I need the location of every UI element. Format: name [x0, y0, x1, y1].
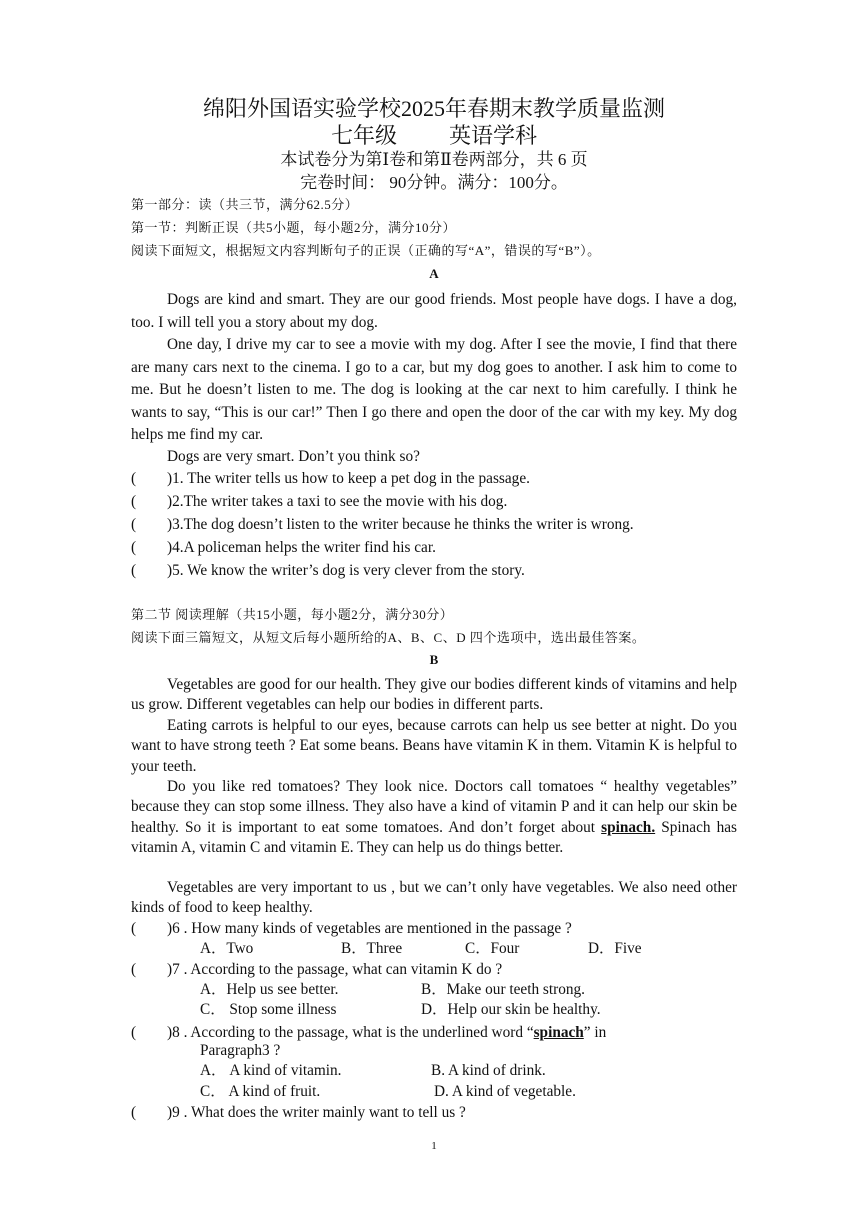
underlined-word: spinach. [601, 818, 656, 836]
option: C． A kind of fruit. [200, 1083, 321, 1100]
tf-question: ( )2.The writer takes a taxi to see the movie with his dog. [131, 493, 508, 510]
option: B．Three [341, 940, 403, 957]
option: D．Help our skin be healthy. [421, 1001, 601, 1018]
mc-question-9: ( )9 . What does the writer mainly want to tell us ? [131, 1104, 466, 1121]
passage-a-para-2: One day, I drive my car to see a movie with my dog. After I see the movie, I find that there are many cars next to the cinema. I go to a car, but my dog goes to another. I ask him to come to me. But he doesn’t listen to me. The dog is looking at the car next to him carefully. I think he wants to say, “This is our car!” Then I go there and open the door of the car with my key. My dog helps me find my car. [131, 336, 737, 443]
section2-instructions: 阅读下面三篇短文，从短文后每小题所给的A、B、C、D 四个选项中，选出最佳答案。 [131, 630, 646, 645]
option: D. A kind of vegetable. [434, 1083, 576, 1100]
underlined-word: spinach [533, 1024, 584, 1041]
time-score: 完卷时间： 90分钟。满分：100分。 [300, 173, 568, 192]
section1-instructions: 阅读下面短文，根据短文内容判断句子的正误（正确的写“A”，错误的写“B”）。 [131, 243, 601, 258]
section2-title: 第二节 阅读理解（共15小题，每小题2分，满分30分） [131, 607, 454, 622]
question-8-continuation: Paragraph3 ? [200, 1042, 281, 1059]
grade-subject-line [0, 122, 868, 150]
option: C． Stop some illness [200, 1001, 337, 1018]
passage-b-para-4: Vegetables are very important to us , but we can’t only have vegetables. We also need other kinds of food to keep healthy. [131, 879, 737, 917]
passage-b-para-3: Do you like red tomatoes? They look nice. Doctors call tomatoes “ healthy vegetables” because they can stop some illness. They also have a kind of vitamin P and it can help our skin be healthy. So it is important to eat some tomatoes. And don’t forget about spinach. Spinach has vitamin A, vitamin C and vitamin E. They can help us do things better. [131, 778, 738, 856]
subject-label: 英语学科 [449, 123, 538, 148]
passage-a-label: A [429, 266, 439, 281]
mc-question-8: ( )8 . According to the passage, what is the underlined word “spinach” in [131, 1024, 607, 1041]
option: A．Two [200, 940, 254, 957]
tf-question: ( )3.The dog doesn’t listen to the writer because he thinks the writer is wrong. [131, 516, 634, 533]
tf-question: ( )5. We know the writer’s dog is very clever from the story. [131, 562, 525, 579]
mc-question-6: ( )6 . How many kinds of vegetables are mentioned in the passage ? [131, 920, 572, 937]
mc-question-7: ( )7 . According to the passage, what can vitamin K do ? [131, 961, 503, 978]
option: A． A kind of vitamin. [200, 1062, 342, 1079]
tf-question: ( )1. The writer tells us how to keep a pet dog in the passage. [131, 470, 530, 487]
exam-title: 绵阳外国语实验学校2025年春期末教学质量监测 [202, 96, 665, 121]
page-number: 1 [431, 1140, 437, 1152]
option: C．Four [465, 940, 520, 957]
part1-title: 第一部分：读（共三节，满分62.5分） [131, 197, 359, 212]
passage-a-para-3: Dogs are very smart. Don’t you think so? [167, 448, 420, 465]
grade-label: 七年级 [330, 123, 397, 148]
option: B. A kind of drink. [431, 1062, 546, 1079]
passage-b-para-1: Vegetables are good for our health. They give our bodies different kinds of vitamins and help us grow. Different vegetables can help our bodies in different parts. [131, 676, 737, 714]
option: B．Make our teeth strong. [421, 981, 585, 998]
tf-question: ( )4.A policeman helps the writer find his car. [131, 539, 436, 556]
section1-title: 第一节：判断正误（共5小题，每小题2分，满分10分） [131, 220, 457, 235]
option: A．Help us see better. [200, 981, 339, 998]
passage-b-label: B [429, 652, 439, 667]
paper-note: 本试卷分为第Ⅰ卷和第Ⅱ卷两部分，共 6 页 [280, 150, 588, 169]
passage-b-para-2: Eating carrots is helpful to our eyes, because carrots can help us see better at night. Do you want to have strong teeth ? Eat some beans. Beans have vitamin K in them. Vitamin K is helpful to your teeth. [131, 717, 737, 775]
option: D．Five [588, 940, 642, 957]
passage-a-para-1: Dogs are kind and smart. They are our good friends. Most people have dogs. I have a dog, too. I will tell you a story about my dog. [131, 291, 737, 331]
